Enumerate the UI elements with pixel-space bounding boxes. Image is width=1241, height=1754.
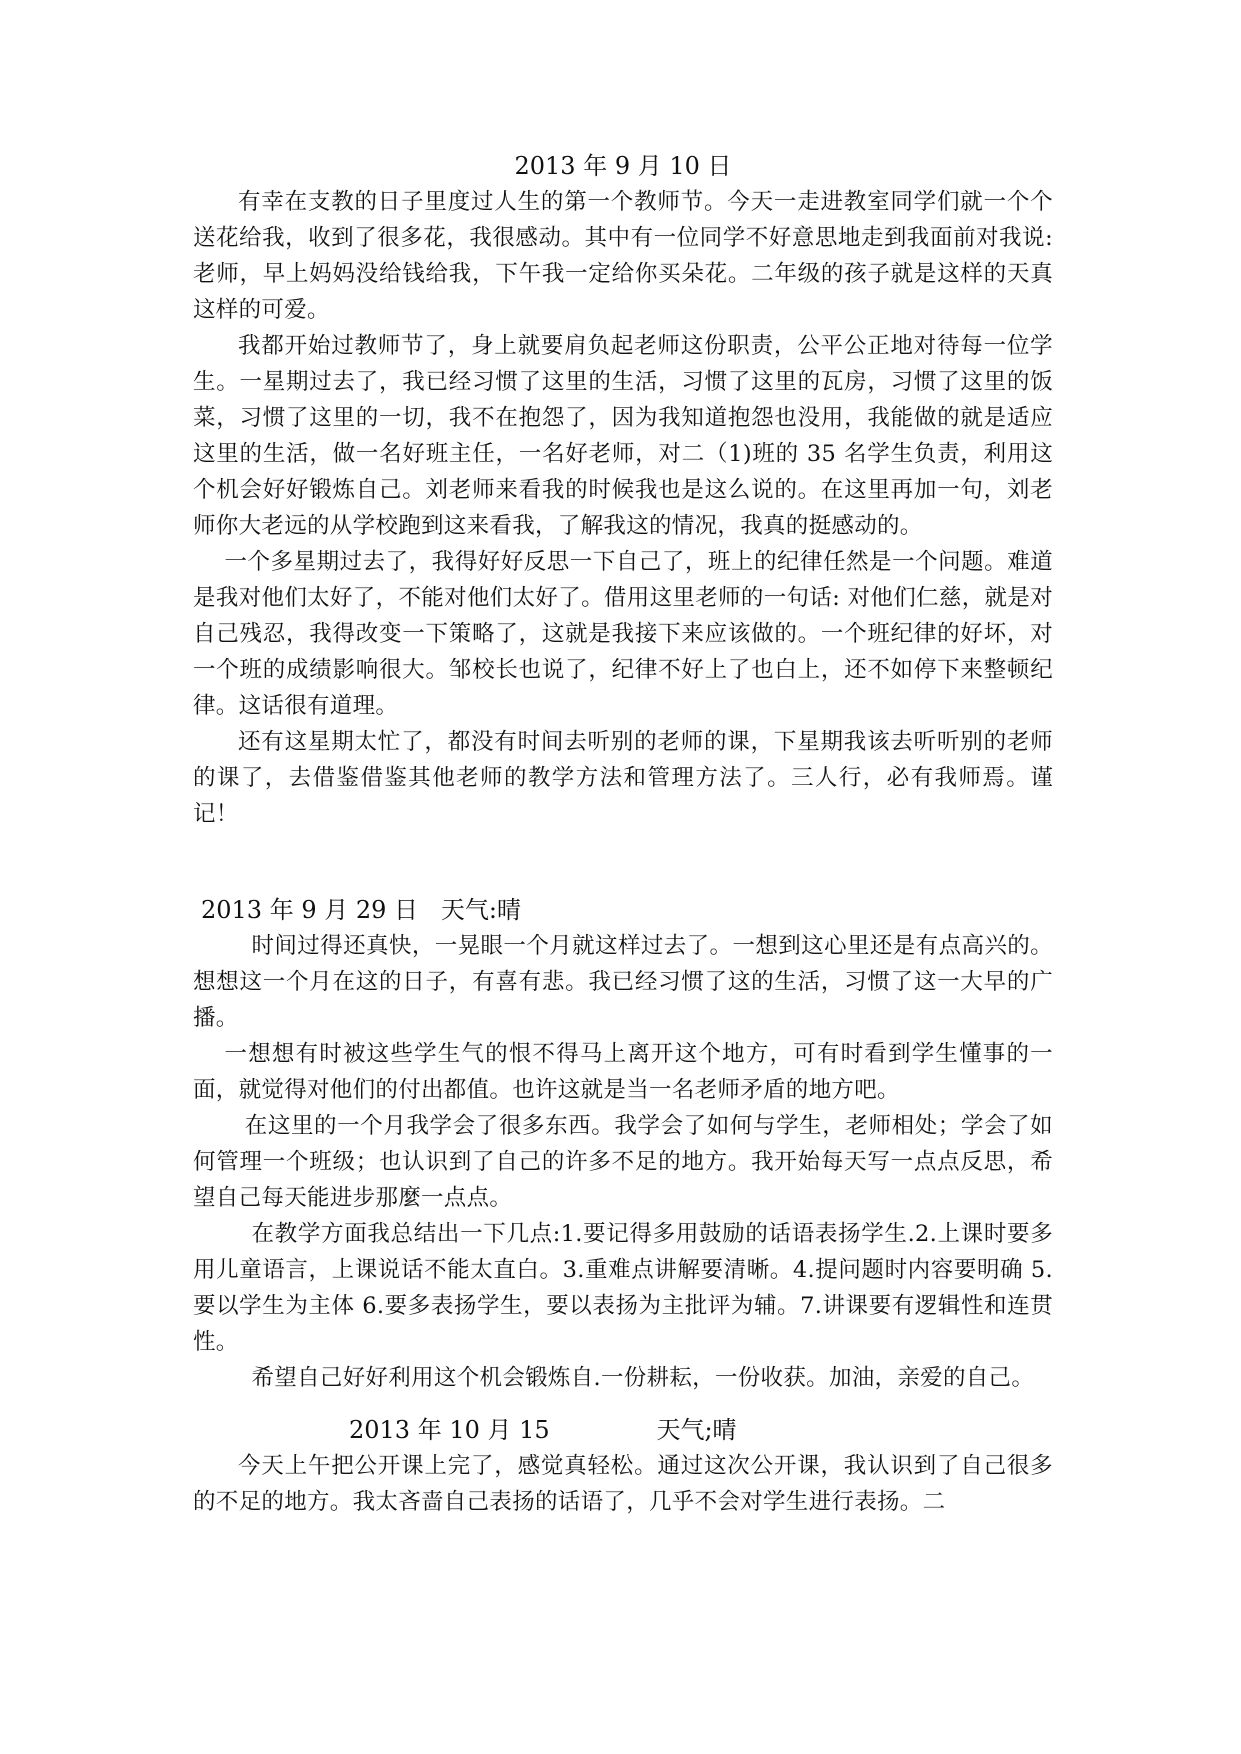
paragraph: 一想想有时被这些学生气的恨不得马上离开这个地方，可有时看到学生懂事的一面，就觉得对他们的付出都值。也许这就是当一名老师矛盾的地方吧。 — [193, 1041, 1053, 1103]
paragraph: 我都开始过教师节了，身上就要肩负起老师这份职责，公平公正地对待每一位学生。一星期过去了，我已经习惯了这里的生活，习惯了这里的瓦房，习惯了这里的饭菜，习惯了这里的一切，我不在抱怨了，因为我知道抱怨也没用，我能做的就是适应这里的生活，做一名好班主任，一名好老师，对二（1)班的 35 名学生负责，利用这个机会好好锻炼自己。刘老师来看我的时候我也是这么说的。在这里再加一句，刘老师你大老远的从学校跑到这来看我，了解我这的情况，我真的挺感动的。 — [193, 333, 1053, 539]
diary-entry-1 — [193, 148, 1053, 832]
document-content — [193, 148, 1053, 1520]
spacer — [193, 832, 1053, 892]
paragraph: 在教学方面我总结出一下几点:1.要记得多用鼓励的话语表扬学生.2.上课时要多用儿童语言，上课说话不能太直白。3.重难点讲解要清晰。4.提问题时内容要明确 5.要以学生为主体 6.要多表扬学生，要以表扬为主批评为辅。7.讲课要有逻辑性和连贯性。 — [193, 1221, 1053, 1355]
spacer — [193, 1396, 1053, 1412]
diary-entry-2 — [193, 892, 1053, 1396]
paragraph: 在这里的一个月我学会了很多东西。我学会了如何与学生，老师相处；学会了如何管理一个班级；也认识到了自己的许多不足的地方。我开始每天写一点点反思，希望自己每天能进步那麼一点点。 — [193, 1113, 1053, 1211]
paragraph: 时间过得还真快，一晃眼一个月就这样过去了。一想到这心里还是有点高兴的。想想这一个月在这的日子，有喜有悲。我已经习惯了这的生活，习惯了这一大早的广播。 — [193, 933, 1053, 1031]
entry-date: 2013 年 10 月 15 天气;晴 — [349, 1416, 737, 1444]
paragraph: 今天上午把公开课上完了，感觉真轻松。通过这次公开课，我认识到了自己很多的不足的地方。我太吝啬自己表扬的话语了，几乎不会对学生进行表扬。二 — [193, 1453, 1053, 1515]
entry-date: 2013 年 9 月 10 日 — [514, 152, 732, 180]
diary-entry-3 — [193, 1412, 1053, 1520]
paragraph: 希望自己好好利用这个机会锻炼自.一份耕耘，一份收获。加油，亲爱的自己。 — [251, 1365, 1035, 1391]
paragraph: 一个多星期过去了，我得好好反思一下自己了，班上的纪律任然是一个问题。难道是我对他们太好了，不能对他们太好了。借用这里老师的一句话: 对他们仁慈，就是对自己残忍，我得改变一下策略了，这就是我接下来应该做的。一个班纪律的好坏，对一个班的成绩影响很大。邹校长也说了，纪律不好上了也白上，还不如停下来整顿纪律。这话很有道理。 — [193, 549, 1053, 719]
paragraph: 还有这星期太忙了，都没有时间去听别的老师的课，下星期我该去听听别的老师的课了，去借鉴借鉴其他老师的教学方法和管理方法了。三人行，必有我师焉。谨记！ — [193, 729, 1053, 827]
paragraph: 有幸在支教的日子里度过人生的第一个教师节。今天一走进教室同学们就一个个送花给我，收到了很多花，我很感动。其中有一位同学不好意思地走到我面前对我说:老师，早上妈妈没给钱给我，下午我一定给你买朵花。二年级的孩子就是这样的天真这样的可爱。 — [193, 189, 1053, 323]
entry-date: 2013 年 9 月 29 日 天气:晴 — [201, 896, 522, 924]
